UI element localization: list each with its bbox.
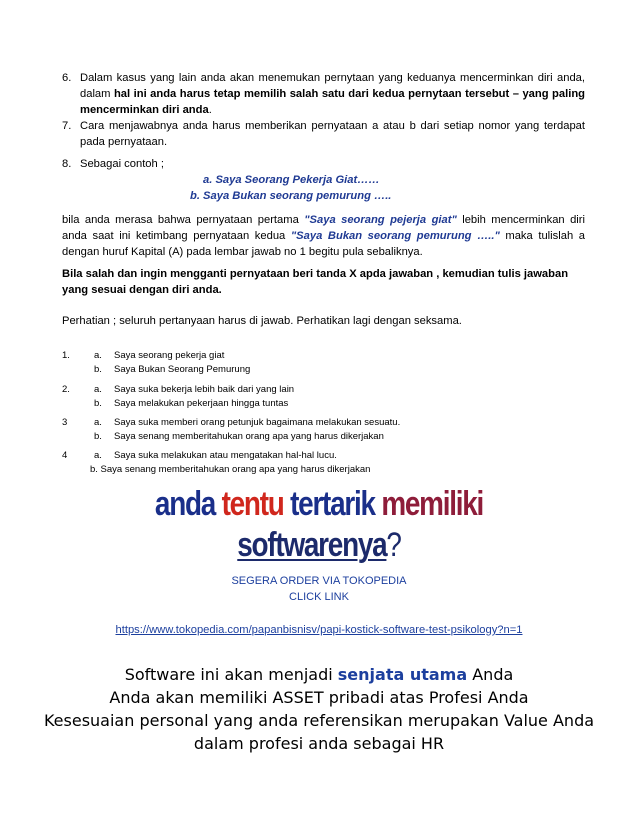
question-2-a: Saya suka bekerja lebih baik dari yang lain [114,384,295,395]
software-line-1 [0,664,638,686]
correction-instruction: Bila salah dan ingin mengganti pernyataan beri tanda X apda jawaban , kemudian tulis jawaban yang sesuai dengan diri anda. [62,268,569,296]
promo-headline-line-1 [57,484,580,524]
question-1-a: Saya seorang pekerja giat [114,350,225,361]
software-line-2: Anda akan memiliki ASSET pribadi atas Profesi Anda [109,688,529,707]
question-1-a-mark: a. [94,350,102,361]
question-3-b-mark: b. [94,431,102,442]
question-2-number: 2. [62,384,70,395]
order-via-tokopedia: SEGERA ORDER VIA TOKOPEDIA [231,575,407,587]
item-6-text-end: . [208,104,212,116]
software-line-3: Kesesuaian personal yang anda referensikan merupakan Value Anda [43,711,595,730]
promo-word-anda: anda [154,485,216,523]
example-a: a. Saya Seorang Pekerja Giat…… [203,174,380,186]
item-8-text: Sebagai contoh ; [80,158,164,170]
quote-2: "Saya Bukan seorang pemurung ….." [290,230,500,242]
question-2-b-mark: b. [94,398,102,409]
item-7-number: 7. [62,120,72,132]
software-line-1-a: Software ini akan menjadi [124,665,338,684]
question-4-a-mark: a. [94,450,102,461]
instruction-part-2: lebih mencerminkan diri anda saat ini ketimbang pernyataan kedua [62,214,586,242]
item-6-text-bold: hal ini anda harus tetap memilih salah satu dari kedua pernytaan tersebut – yang paling mencerminkan diri anda [80,88,585,116]
software-line-4: dalam profesi anda sebagai HR [193,734,445,753]
quote-1: "Saya seorang pejerja giat" [304,214,457,226]
click-link-label: CLICK LINK [289,591,349,603]
question-4-a: Saya suka melakukan atau mengatakan hal-hal lucu. [114,450,337,461]
question-4-number: 4 [62,450,68,461]
question-1-b-mark: b. [94,364,102,375]
question-2-a-mark: a. [94,384,102,395]
item-8-number: 8. [62,158,72,170]
instruction-part-3: maka tulislah a dengan huruf Kapital (A) pada lembar jawab no 1 begitu pula sebaliknya. [62,230,585,258]
item-6-text-a: Dalam kasus yang lain anda akan menemukan pernytaan yang keduanya mencerminkan diri anda, dalam [80,72,585,100]
instruction-paragraph [62,212,585,260]
software-highlight: senjata utama [337,665,468,684]
promo-word-memiliki: memiliki [381,485,484,523]
question-3-number: 3 [62,417,68,428]
item-7-text: Cara menjawabnya anda harus memberikan pernyataan a atau b dari setiap nomor yang terdapat pada pernyataan. [80,120,585,148]
question-2-b: Saya melakukan pekerjaan hingga tuntas [114,398,289,409]
question-4-b: b. Saya senang memberitahukan orang apa yang harus dikerjakan [90,464,371,475]
item-6-text [80,70,585,118]
question-1-number: 1. [62,350,70,361]
software-line-1-c: Anda [467,665,514,684]
promo-question-mark: ? [386,526,401,564]
promo-word-softwarenya: softwarenya [237,526,387,564]
tokopedia-link-container [0,622,638,638]
question-3-a-mark: a. [94,417,102,428]
promo-word-tertarik: tertarik [290,485,375,523]
tokopedia-link[interactable]: https://www.tokopedia.com/papanbisnisv/papi-kostick-software-test-psikology?n=1 [115,624,523,636]
promo-headline-line-2 [57,525,580,565]
question-3-b: Saya senang memberitahukan orang apa yang harus dikerjakan [114,431,384,442]
instruction-part-1: bila anda merasa bahwa pernyataan pertama [62,214,305,226]
question-1-b: Saya Bukan Seorang Pemurung [114,364,251,375]
item-6-number: 6. [62,72,72,84]
question-3-a: Saya suka memberi orang petunjuk bagaimana melakukan sesuatu. [114,417,401,428]
attention-note: Perhatian ; seluruh pertanyaan harus di jawab. Perhatikan lagi dengan seksama. [62,315,462,327]
promo-word-tentu: tentu [221,485,284,523]
example-b: b. Saya Bukan seorang pemurung ….. [190,190,392,202]
